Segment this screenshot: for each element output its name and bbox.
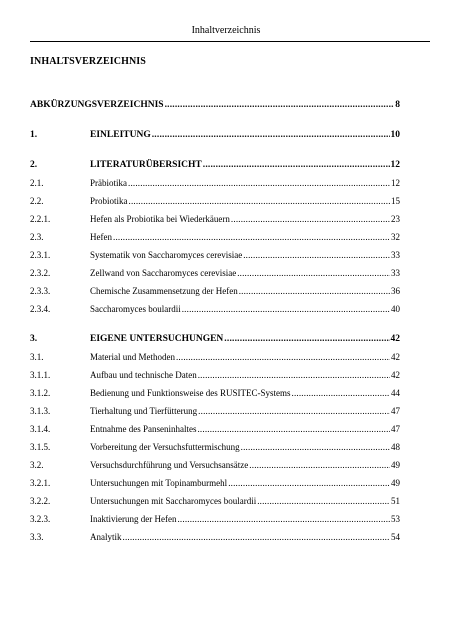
toc-dot-leader (231, 213, 390, 225)
toc-dot-leader (243, 249, 390, 261)
toc-dot-leader (241, 441, 390, 453)
header-rule (30, 41, 430, 42)
toc-entry-title: ABKÜRZUNGSVERZEICHNIS (30, 100, 164, 110)
toc-entry-number: 3.2.3. (30, 514, 51, 524)
toc-entry-page: 49 (391, 478, 400, 488)
toc-entry[interactable] (30, 249, 400, 261)
toc-entry[interactable] (30, 333, 400, 345)
toc-dot-leader (182, 303, 390, 315)
toc-entry-number: 2. (30, 160, 38, 170)
toc-entry-number: 2.3.2. (30, 268, 51, 278)
toc-entry[interactable] (30, 129, 400, 141)
toc-entry[interactable] (30, 213, 400, 225)
toc-entry-page: 12 (391, 178, 400, 188)
toc-entry[interactable] (30, 531, 400, 543)
toc-entry-title: Tierhaltung und Tierfütterung (90, 406, 198, 416)
toc-entry-title: Versuchsdurchführung und Versuchsansätze (90, 460, 249, 470)
toc-entry-title: Material und Methoden (90, 352, 175, 362)
toc-entry[interactable] (30, 267, 400, 279)
toc-entry-page: 23 (391, 214, 400, 224)
toc-entry-title: EIGENE UNTERSUCHUNGEN (90, 334, 224, 344)
toc-entry[interactable] (30, 495, 400, 507)
toc-entry-page: 44 (391, 388, 400, 398)
toc-dot-leader (249, 459, 390, 471)
toc-entry-title: Probiotika (90, 196, 128, 206)
toc-entry-number: 1. (30, 130, 38, 140)
toc-entry[interactable] (30, 303, 400, 315)
toc-dot-leader (292, 387, 391, 399)
toc-heading: INHALTSVERZEICHNIS (30, 56, 146, 67)
toc-entry-title: Chemische Zusammensetzung der Hefen (90, 286, 238, 296)
toc-entry[interactable] (30, 195, 400, 207)
toc-entry[interactable] (30, 387, 400, 399)
toc-entry[interactable] (30, 369, 400, 381)
toc-entry-page: 32 (391, 232, 400, 242)
toc-entry-title: Systematik von Saccharomyces cerevisiae (90, 250, 243, 260)
toc-entry-page: 15 (391, 196, 400, 206)
toc-dot-leader (228, 477, 390, 489)
toc-entry-page: 36 (391, 286, 400, 296)
toc-entry-number: 3.1.3. (30, 406, 51, 416)
toc-entry[interactable] (30, 405, 400, 417)
toc-entry-title: Inaktivierung der Hefen (90, 514, 177, 524)
toc-entry-number: 2.2.1. (30, 214, 51, 224)
toc-entry-title: Vorbereitung der Versuchsfuttermischung (90, 442, 240, 452)
toc-entry[interactable] (30, 177, 400, 189)
toc-entry[interactable] (30, 351, 400, 363)
toc-entry-number: 2.3. (30, 232, 44, 242)
toc-entry-page: 42 (391, 352, 400, 362)
toc-entry-page: 33 (391, 250, 400, 260)
toc-entry-title: Entnahme des Panseninhaltes (90, 424, 197, 434)
toc-dot-leader (129, 195, 391, 207)
toc-entry[interactable] (30, 285, 400, 297)
toc-entry[interactable] (30, 159, 400, 171)
toc-dot-leader (239, 285, 390, 297)
toc-entry-title: Saccharomyces boulardii (90, 304, 181, 314)
toc-entry-title: Analytik (90, 532, 122, 542)
toc-entry-title: Präbiotika (90, 178, 127, 188)
toc-entry-title: Untersuchungen mit Saccharomyces boulardii (90, 496, 257, 506)
toc-entry-page: 54 (391, 532, 400, 542)
running-header: Inhaltverzeichnis (191, 25, 261, 36)
toc-entry[interactable] (30, 441, 400, 453)
toc-entry-page: 40 (391, 304, 400, 314)
toc-entry[interactable] (30, 477, 400, 489)
toc-entry[interactable] (30, 231, 400, 243)
toc-entry-number: 2.1. (30, 178, 44, 188)
toc-entry-title: Zellwand von Saccharomyces cerevisiae (90, 268, 237, 278)
toc-entry[interactable] (30, 99, 400, 111)
toc-entry-number: 3.2. (30, 460, 44, 470)
toc-entry-number: 3.2.1. (30, 478, 51, 488)
toc-entry-number: 2.3.1. (30, 250, 51, 260)
toc-entry-title: Bedienung und Funktionsweise des RUSITEC-Systems (90, 388, 291, 398)
toc-dot-leader (198, 369, 390, 381)
toc-entry-page: 10 (390, 130, 400, 140)
toc-dot-leader (123, 531, 391, 543)
toc-dot-leader (224, 333, 389, 345)
toc-entry[interactable] (30, 513, 400, 525)
toc-entry-number: 3.2.2. (30, 496, 51, 506)
toc-entry-number: 3.1.4. (30, 424, 51, 434)
toc-entry-number: 3.1.1. (30, 370, 51, 380)
toc-entry-page: 47 (391, 406, 400, 416)
toc-dot-leader (128, 177, 390, 189)
toc-entry-page: 12 (390, 160, 400, 170)
toc-dot-leader (177, 513, 390, 525)
toc-entry-number: 3.1.5. (30, 442, 51, 452)
toc-entry-title: Hefen als Probiotika bei Wiederkäuern (90, 214, 230, 224)
toc-dot-leader (176, 351, 390, 363)
toc-dot-leader (257, 495, 390, 507)
toc-entry-page: 42 (390, 334, 400, 344)
toc-entry-page: 33 (391, 268, 400, 278)
toc-entry-page: 48 (391, 442, 400, 452)
toc-entry-number: 3. (30, 334, 38, 344)
toc-entry-title: LITERATURÜBERSICHT (90, 160, 202, 170)
toc-dot-leader (165, 99, 395, 111)
toc-entry-number: 3.1. (30, 352, 44, 362)
toc-dot-leader (113, 231, 390, 243)
toc-entry-page: 47 (391, 424, 400, 434)
toc-entry-title: Hefen (90, 232, 112, 242)
toc-entry-page: 49 (391, 460, 400, 470)
toc-dot-leader (198, 405, 390, 417)
toc-entry-title: Untersuchungen mit Topinamburmehl (90, 478, 228, 488)
toc-entry-number: 3.3. (30, 532, 44, 542)
toc-entry-number: 2.3.3. (30, 286, 51, 296)
toc-entry-page: 42 (391, 370, 400, 380)
toc-entry-page: 53 (391, 514, 400, 524)
toc-entry-title: EINLEITUNG (90, 130, 151, 140)
toc-dot-leader (152, 129, 390, 141)
toc-entry-number: 3.1.2. (30, 388, 51, 398)
toc-entry-number: 2.3.4. (30, 304, 51, 314)
toc-dot-leader (237, 267, 390, 279)
toc-entry-page: 51 (391, 496, 400, 506)
toc-dot-leader (197, 423, 390, 435)
toc-dot-leader (203, 159, 390, 171)
toc-entry-title: Aufbau und technische Daten (90, 370, 197, 380)
toc-entry-number: 2.2. (30, 196, 44, 206)
toc-entry-page: 8 (395, 100, 400, 110)
toc-entry[interactable] (30, 459, 400, 471)
toc-entry[interactable] (30, 423, 400, 435)
